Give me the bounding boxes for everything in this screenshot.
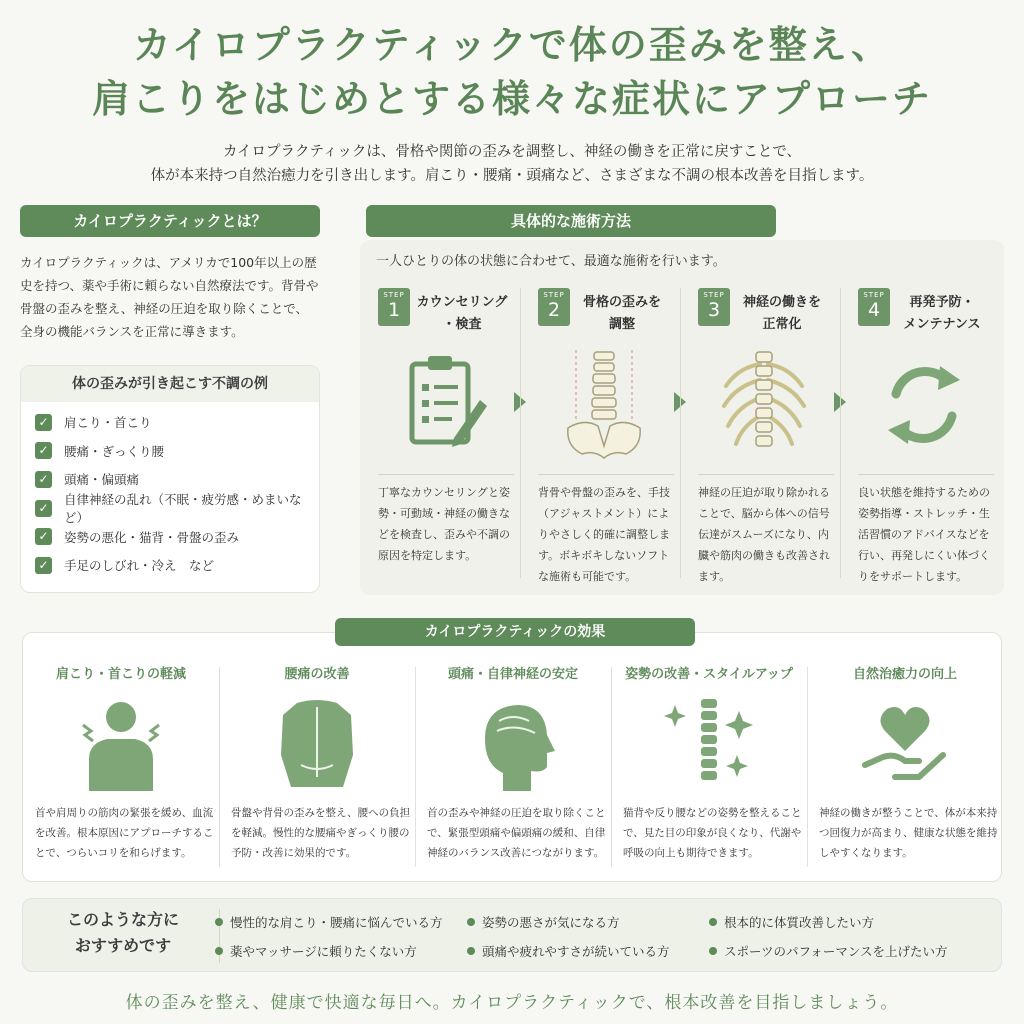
title-line-1: カイロプラクティックで体の歪みを整え、: [132, 22, 892, 67]
head-profile-icon: [463, 695, 563, 795]
step-badge: STEP 4: [858, 288, 890, 326]
step-4: [844, 288, 994, 583]
stiff-shoulder-icon: [71, 695, 171, 795]
list-item: [35, 551, 305, 580]
bullet-icon: [467, 918, 475, 926]
step-1: [364, 288, 514, 578]
symptom-label: 肩こり・首こり: [64, 415, 152, 431]
effect-desc: 神経の働きが整うことで、体が本来持つ回復力が高まり、健康な状態を維持しやすくなります。: [819, 807, 998, 859]
bullet-icon: [215, 918, 223, 926]
step-2: [524, 288, 674, 583]
list-item: 頭痛や疲れやすさが続いている方: [467, 942, 670, 960]
symptom-label: 手足のしびれ・冷え など: [64, 558, 215, 574]
check-icon: ✓: [35, 471, 52, 488]
step-badge: STEP 1: [378, 288, 410, 326]
step-badge: STEP 3: [698, 288, 730, 326]
method-section: [360, 240, 1004, 595]
method-heading: 具体的な施術方法: [366, 205, 776, 237]
list-item: 根本的に体質改善したい方: [709, 913, 874, 931]
lead-line-2: 体が本来持つ自然治癒力を引き出します。肩こり・腰痛・頭痛など、さまざまな不調の根本改善を目指します。: [150, 168, 874, 184]
bullet-icon: [215, 947, 223, 955]
divider: [858, 474, 994, 475]
effect-2: [219, 663, 415, 873]
cycle-arrows-icon: [874, 350, 974, 460]
list-item: 慢性的な肩こり・腰痛に悩んでいる方: [215, 913, 443, 931]
divider: [680, 288, 681, 578]
effect-desc: 首の歪みや神経の圧迫を取り除くことで、緊張型頭痛や偏頭痛の緩和、自律神経のバランス改善につながります。: [427, 807, 606, 859]
footer-message: 体の歪みを整え、健康で快適な毎日へ。カイロプラクティックで、根本改善を目指しましょう。: [125, 993, 899, 1013]
list-item: [35, 492, 305, 526]
about-heading: カイロプラクティックとは？: [20, 205, 320, 237]
symptom-label: 自律神経の乱れ（不眠・疲労感・めまいなど）: [64, 492, 302, 526]
effect-5: [807, 663, 1003, 873]
effect-title: 頭痛・自律神経の安定: [447, 667, 578, 682]
effect-title: 肩こり・首こりの軽減: [55, 667, 186, 682]
check-icon: ✓: [35, 528, 52, 545]
effect-4: [611, 663, 807, 873]
heart-hand-icon: [855, 695, 955, 795]
list-item: [35, 522, 305, 551]
step-title: 再発予防・ メンテナンス: [903, 295, 981, 332]
spine-nerves-icon: [714, 350, 814, 460]
step-3: [684, 288, 834, 583]
symptoms-list: [21, 402, 319, 586]
bullet-icon: [467, 947, 475, 955]
step-desc: 良い状態を維持するための姿勢指導・ストレッチ・生活習慣のアドバイスなどを行い、再発しにくい体づくりをサポートします。: [858, 486, 990, 583]
spine-pelvis-icon: [554, 350, 654, 460]
method-intro: 一人ひとりの体の状態に合わせて、最適な施術を行います。: [376, 254, 726, 269]
check-icon: ✓: [35, 557, 52, 574]
symptom-label: 頭痛・偏頭痛: [64, 472, 140, 488]
symptoms-heading: 体の歪みが引き起こす不調の例: [21, 366, 319, 402]
about-text: カイロプラクティックは、アメリカで100年以上の歴史を持つ、薬や手術に頼らない自然療法です。背骨や骨盤の歪みを整え、神経の圧迫を取り除くことで、全身の機能バランスを正常に導きます。: [20, 255, 319, 339]
lead-text: [0, 140, 1024, 188]
effect-desc: 骨盤や背骨の歪みを整え、腰への負担を軽減。慢性的な腰痛やぎっくり腰の予防・改善に効果的です。: [231, 807, 411, 859]
check-icon: ✓: [35, 442, 52, 459]
lead-line-1: カイロプラクティックは、骨格や関節の歪みを調整し、神経の働きを正常に戻すことで、: [222, 144, 802, 160]
clipboard-icon: [394, 350, 494, 460]
effect-title: 腰痛の改善: [284, 667, 350, 682]
list-item: [35, 437, 305, 466]
list-item: 姿勢の悪さが気になる方: [467, 913, 620, 931]
page-title: [0, 18, 1024, 126]
divider: [840, 288, 841, 578]
check-icon: ✓: [35, 500, 52, 517]
list-item: 薬やマッサージに頼りたくない方: [215, 942, 417, 960]
step-title: 骨格の歪みを 調整: [582, 295, 661, 332]
step-desc: 神経の圧迫が取り除かれることで、脳から体への信号伝達がスムーズになり、内臓や筋肉の働きも改善されます。: [698, 486, 830, 583]
divider: [698, 474, 834, 475]
symptoms-card: [20, 365, 320, 593]
effect-desc: 首や肩周りの筋肉の緊張を緩め、血流を改善。根本原因にアプローチすることで、つらいコリを和らげます。: [35, 807, 214, 859]
bullet-icon: [709, 918, 717, 926]
list-item: [35, 408, 305, 437]
effect-1: [23, 663, 219, 873]
symptom-label: 腰痛・ぎっくり腰: [64, 443, 165, 459]
step-desc: 丁寧なカウンセリングと姿勢・可動域・神経の働きなどを検査し、歪みや不調の原因を特定します。: [378, 486, 510, 562]
divider: [520, 288, 521, 578]
effect-3: [415, 663, 611, 873]
effect-title: 姿勢の改善・スタイルアップ: [625, 667, 793, 682]
sparkle-spine-icon: [659, 695, 759, 795]
step-desc: 背骨や骨盤の歪みを、手技（アジャストメント）によりやさしく的確に調整します。ボキボキしないソフトな施術も可能です。: [538, 486, 670, 583]
divider: [378, 474, 514, 475]
lower-back-icon: [267, 695, 367, 795]
step-title: カウンセリング ・検査: [416, 295, 508, 332]
effects-heading: カイロプラクティックの効果: [335, 618, 695, 646]
recommend-heading: このような方に おすすめです: [66, 910, 179, 955]
step-badge: STEP 2: [538, 288, 570, 326]
divider: [538, 474, 674, 475]
recommend-section: [22, 898, 1002, 972]
bullet-icon: [709, 947, 717, 955]
step-title: 神経の働きを 正常化: [742, 295, 821, 332]
effects-section: [22, 632, 1002, 882]
effect-title: 自然治癒力の向上: [852, 667, 957, 682]
list-item: スポーツのパフォーマンスを上げたい方: [709, 942, 948, 960]
check-icon: ✓: [35, 414, 52, 431]
about-section: [20, 205, 320, 593]
symptom-label: 姿勢の悪化・猫背・骨盤の歪み: [64, 529, 240, 545]
effect-desc: 猫背や反り腰などの姿勢を整えることで、見た目の印象が良くなり、代謝や呼吸の向上も期待できます。: [623, 807, 802, 859]
title-line-2: 肩こりをはじめとする様々な症状にアプローチ: [91, 76, 932, 121]
